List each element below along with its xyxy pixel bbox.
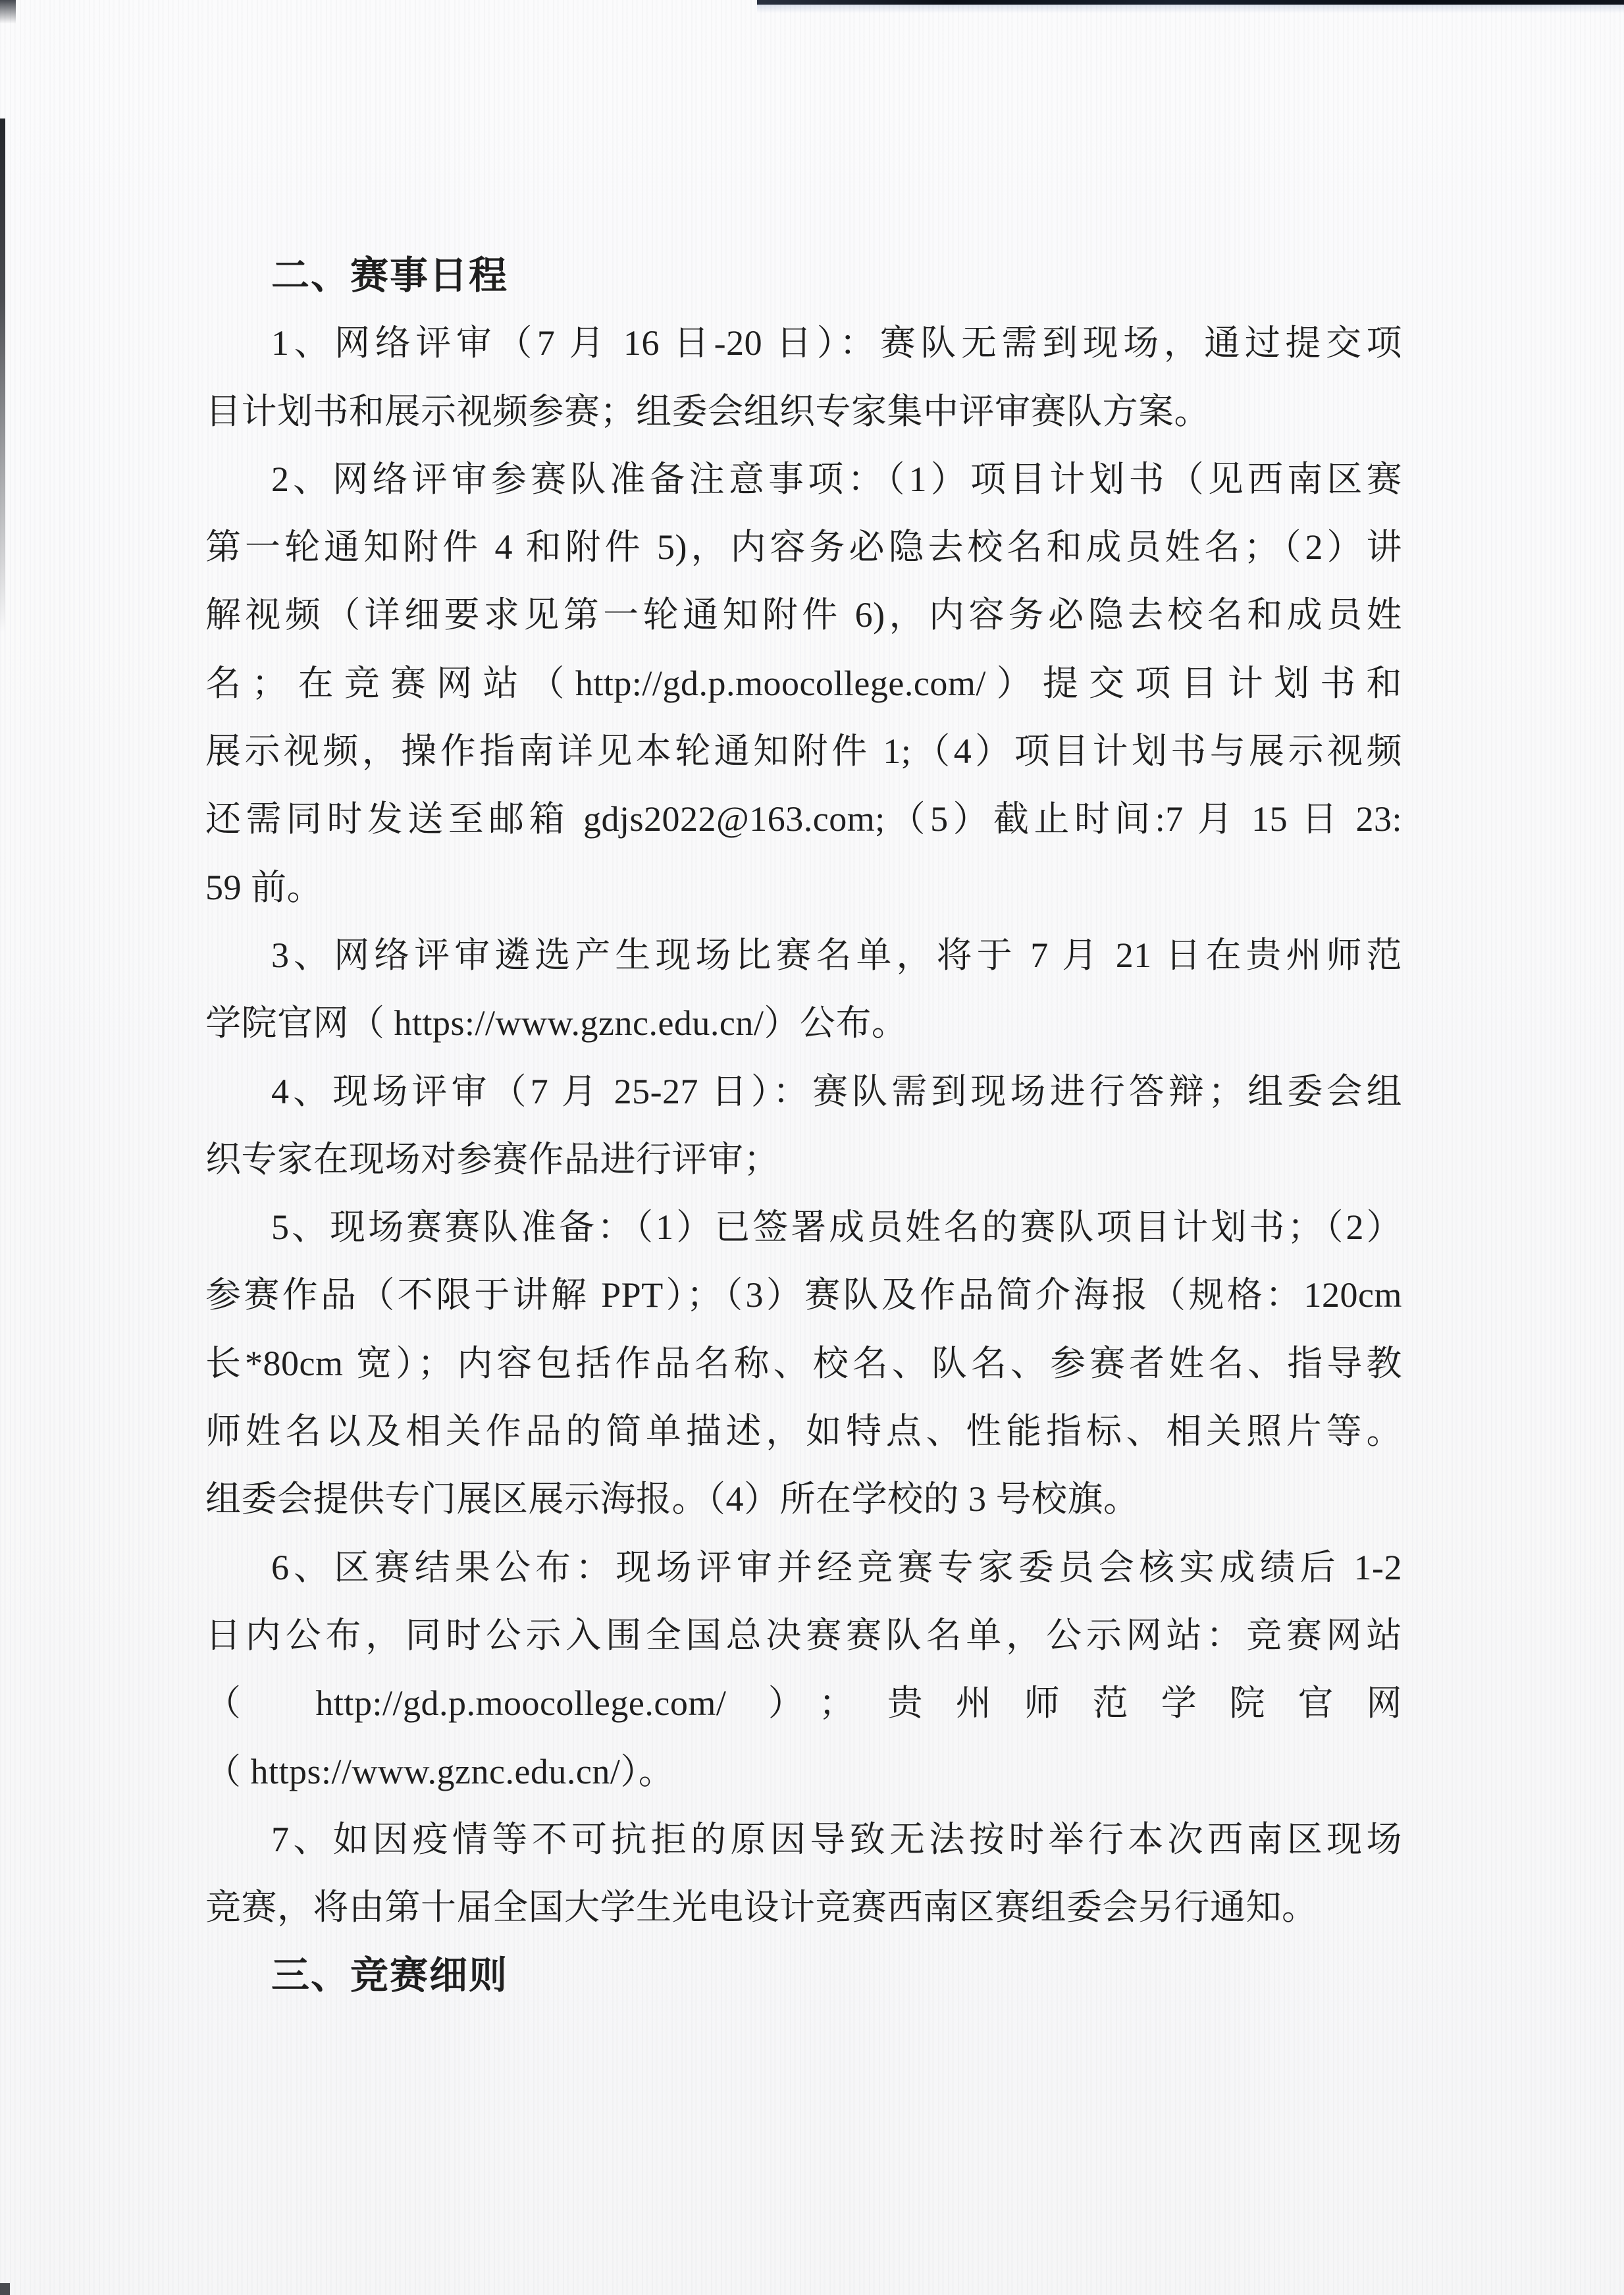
scan-artifact-top-glow [757, 5, 1624, 13]
scan-artifact-bottom-mark [0, 2283, 10, 2295]
text-line: 竞赛，将由第十届全国大学生光电设计竞赛西南区赛组委会另行通知。 [205, 1887, 1318, 1928]
text-line: 名；在竞赛网站（http://gd.p.moocollege.com/）提交项目计划书和 [205, 663, 1402, 703]
text-line: 目计划书和展示视频参赛；组委会组织专家集中评审赛队方案。 [205, 391, 1210, 431]
text-line: 6、区赛结果公布：现场评审并经竞赛专家委员会核实成绩后 1-2 [271, 1547, 1402, 1587]
text-line: （ http://gd.p.moocollege.com/ ）；贵州师范学院官网 [205, 1683, 1402, 1724]
scan-artifact-left-strip [0, 119, 5, 632]
text-line: 参赛作品（不限于讲解 PPT）；（3）赛队及作品简介海报（规格：120cm [205, 1275, 1402, 1315]
text-line: 解视频（详细要求见第一轮通知附件 6)，内容务必隐去校名和成员姓 [205, 595, 1402, 635]
text-line: 师姓名以及相关作品的简单描述，如特点、性能指标、相关照片等。 [205, 1411, 1402, 1452]
section-heading-2: 二、赛事日程 [271, 254, 509, 297]
text-line: 7、如因疫情等不可抗拒的原因导致无法按时举行本次西南区现场 [271, 1819, 1402, 1859]
text-line: 第一轮通知附件 4 和附件 5)，内容务必隐去校名和成员姓名；（2）讲 [205, 527, 1402, 567]
text-line: 展示视频，操作指南详见本轮通知附件 1;（4）项目计划书与展示视频 [205, 731, 1402, 772]
scan-artifact-corner-mark [0, 0, 16, 24]
text-line: 长*80cm 宽）；内容包括作品名称、校名、队名、参赛者姓名、指导教 [205, 1343, 1402, 1383]
scan-artifact-top-bar [757, 0, 1624, 5]
text-line: 2、网络评审参赛队准备注意事项：（1）项目计划书（见西南区赛 [271, 459, 1402, 499]
text-line: 学院官网（ https://www.gznc.edu.cn/）公布。 [205, 1003, 908, 1043]
document-text-column [205, 242, 1402, 2010]
section-heading-3: 三、竞赛细则 [271, 1954, 509, 1997]
text-line: 3、网络评审遴选产生现场比赛名单，将于 7 月 21 日在贵州师范 [271, 935, 1402, 975]
text-line: 4、现场评审（7 月 25-27 日）：赛队需到现场进行答辩；组委会组 [271, 1071, 1402, 1111]
text-line: 织专家在现场对参赛作品进行评审； [205, 1139, 779, 1179]
text-line: 5、现场赛赛队准备：（1）已签署成员姓名的赛队项目计划书；（2） [271, 1207, 1402, 1248]
text-line: 59 前。 [205, 867, 323, 907]
text-line: 日内公布，同时公示入围全国总决赛赛队名单，公示网站：竞赛网站 [205, 1615, 1402, 1655]
text-line: （ https://www.gznc.edu.cn/）。 [205, 1751, 675, 1791]
text-line: 还需同时发送至邮箱 gdjs2022@163.com;（5）截止时间:7 月 15 日 23: [205, 799, 1402, 839]
text-line: 1、网络评审（7 月 16 日-20 日）：赛队无需到现场，通过提交项 [271, 323, 1402, 363]
text-line: 组委会提供专门展区展示海报。（4）所在学校的 3 号校旗。 [205, 1479, 1139, 1519]
